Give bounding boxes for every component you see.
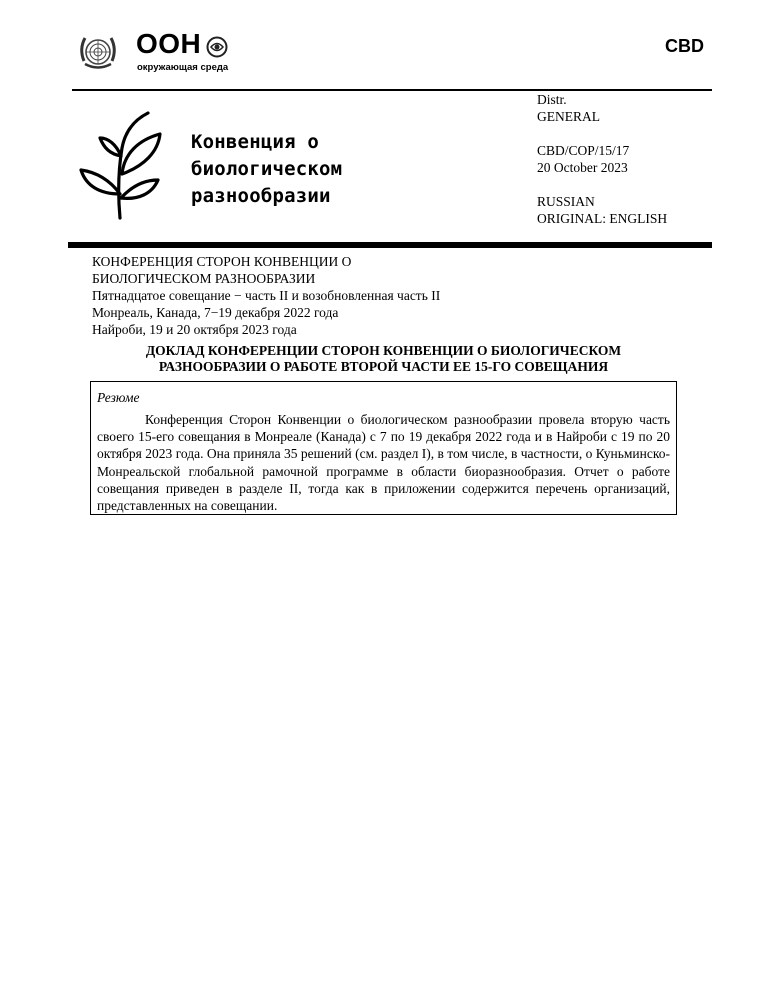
un-org-name: ООН xyxy=(136,28,202,59)
un-org-subtitle: окружающая среда xyxy=(137,62,229,73)
cbd-tag: CBD xyxy=(665,36,704,56)
document-meta xyxy=(537,91,667,227)
report-title-line-2: РАЗНООБРАЗИИ О РАБОТЕ ВТОРОЙ ЧАСТИ ЕЕ 15-ГО СОВЕЩАНИЯ xyxy=(158,359,609,374)
report-title xyxy=(92,343,675,375)
unep-globe-icon xyxy=(206,36,228,58)
convention-name-line-3: разнообразии xyxy=(191,185,331,207)
distribution-label: Distr. xyxy=(537,92,567,107)
document-symbol: CBD/COP/15/17 xyxy=(537,143,630,158)
conference-line: Монреаль, Канада, 7−19 декабря 2022 года xyxy=(92,305,339,320)
conference-line: Пятнадцатое совещание − часть II и возобновленная часть II xyxy=(92,288,441,303)
document-language: RUSSIAN xyxy=(537,194,595,209)
report-title-line-1: ДОКЛАД КОНФЕРЕНЦИИ СТОРОН КОНВЕНЦИИ О БИОЛОГИЧЕСКОМ xyxy=(145,343,622,358)
cbd-plant-logo-icon xyxy=(78,110,166,220)
convention-name-line-2: биологическом xyxy=(191,158,343,180)
conference-line: КОНФЕРЕНЦИЯ СТОРОН КОНВЕНЦИИ О xyxy=(92,254,352,269)
convention-name xyxy=(191,129,342,210)
summary-label: Резюме xyxy=(97,390,140,405)
conference-info xyxy=(92,253,440,338)
un-emblem-icon xyxy=(76,31,120,75)
convention-name-line-1: Конвенция о xyxy=(191,131,320,153)
distribution-value: GENERAL xyxy=(537,109,600,124)
summary-text: Конференция Сторон Конвенции о биологическом разнообразии провела вторую часть своего 15-его совещания в Монреале (Канада) с 7 по 19 декабря 2022 года и в Найроби с 19 по 20 октября 2023 года. Она приняла 35 решений (см. раздел I), в том числе, в частности, о Куньминско-Монреальской глобальной рамочной программе в области биоразнообразия. Отчет о работе совещания приведен в разделе II, тогда как в приложении содержится перечень организаций, представленных на совещании. xyxy=(97,412,670,514)
conference-line: БИОЛОГИЧЕСКОМ РАЗНООБРАЗИИ xyxy=(92,271,316,286)
section-divider xyxy=(68,242,712,248)
conference-line: Найроби, 19 и 20 октября 2023 года xyxy=(92,322,297,337)
original-language: ORIGINAL: ENGLISH xyxy=(537,211,668,226)
document-date: 20 October 2023 xyxy=(537,160,628,175)
